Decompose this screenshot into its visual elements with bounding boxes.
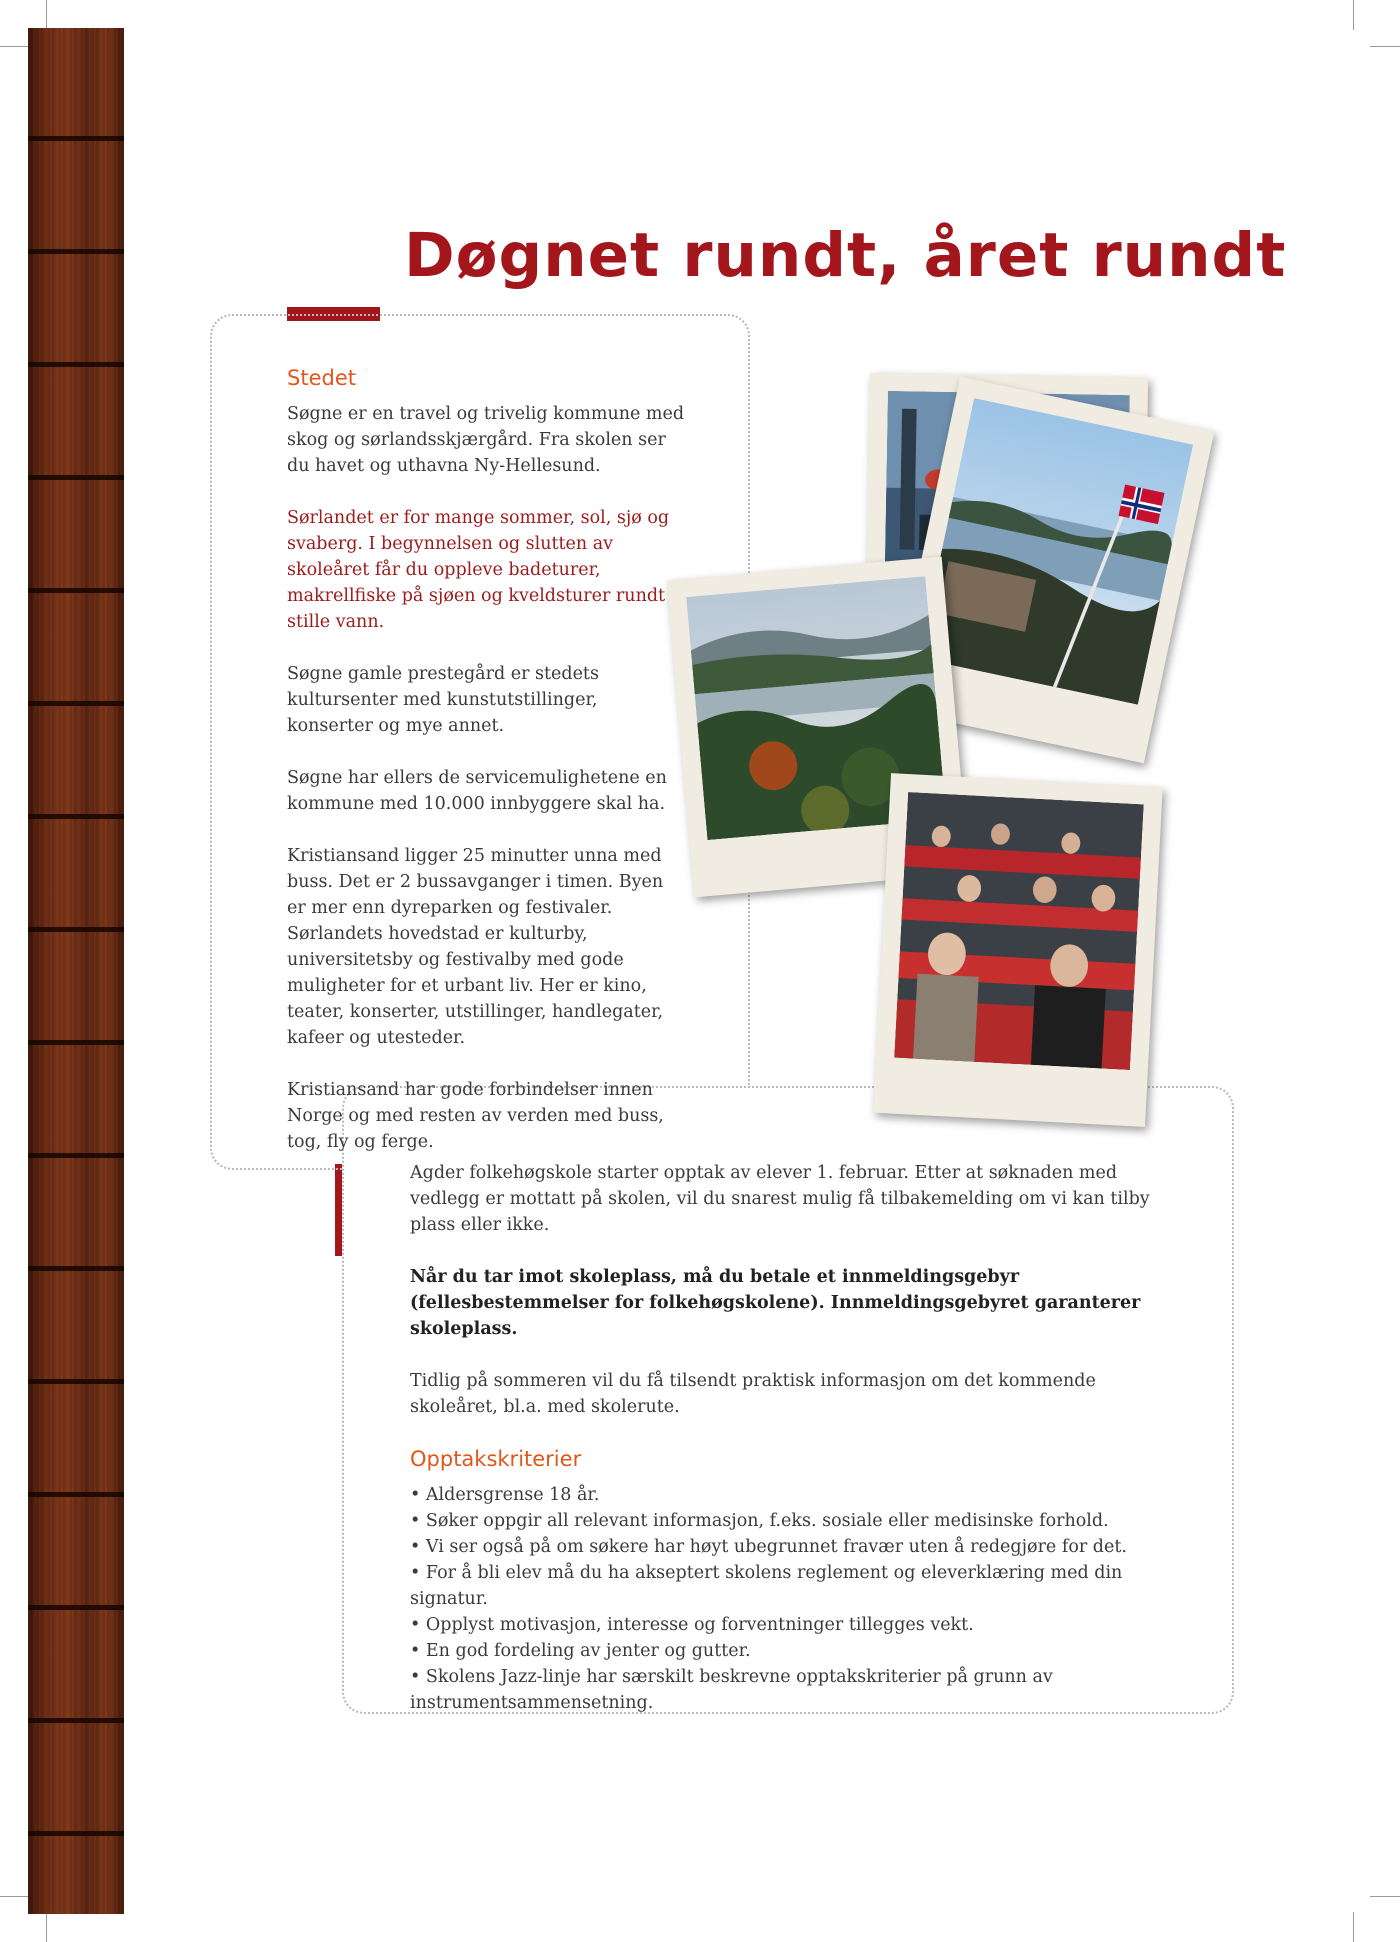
criteria-item: • Vi ser også på om søkere har høyt ubegrunnet fravær uten å redegjøre for det. (410, 1534, 1170, 1560)
stedet-paragraph: Søgne er en travel og trivelig kommune med skog og sørlandsskjærgård. Fra skolen ser du havet og uthavna Ny-Hellesund. (287, 404, 685, 476)
criteria-item: • En god fordeling av jenter og gutter. (410, 1638, 1170, 1664)
opptak-section (410, 1160, 1170, 1716)
crop-mark (0, 46, 30, 47)
crop-mark (1353, 1912, 1354, 1942)
opptak-heading: Opptakskriterier (410, 1447, 582, 1471)
stedet-paragraph: Søgne har ellers de servicemulighetene en kommune med 10.000 innbyggere skal ha. (287, 768, 667, 814)
crop-mark (0, 1896, 30, 1897)
stedet-paragraph: Søgne gamle prestegård er stedets kultursenter med kunstutstillinger, konserter og mye annet. (287, 664, 599, 736)
criteria-item: • Skolens Jazz-linje har særskilt beskrevne opptakskriterier på grunn av instrumentsammensetning. (410, 1664, 1170, 1716)
wood-strip (28, 28, 124, 1914)
criteria-list (410, 1482, 1170, 1716)
criteria-item: • Søker oppgir all relevant informasjon, f.eks. sosiale eller medisinske forhold. (410, 1508, 1170, 1534)
crop-mark (46, 1912, 47, 1942)
crop-mark (46, 0, 47, 30)
opptak-paragraph: Tidlig på sommeren vil du få tilsendt praktisk informasjon om det kommende skoleåret, bl.a. med skolerute. (410, 1371, 1096, 1417)
crop-mark (1370, 46, 1400, 47)
photo-students-auditorium (873, 773, 1162, 1127)
crop-mark (1370, 1896, 1400, 1897)
criteria-item: • Aldersgrense 18 år. (410, 1482, 1170, 1508)
criteria-item: • Opplyst motivasjon, interesse og forventninger tillegges vekt. (410, 1612, 1170, 1638)
page-title: Døgnet rundt, året rundt (404, 220, 1287, 291)
opptak-bold-paragraph: Når du tar imot skoleplass, må du betale et innmeldingsgebyr (fellesbestemmelser for folkehøgskolene). Innmeldingsgebyret garanterer skoleplass. (410, 1267, 1141, 1339)
stedet-paragraph: Kristiansand ligger 25 minutter unna med buss. Det er 2 bussavganger i timen. Byen er mer enn dyreparken og festivaler. Sørlandets hovedstad er kulturby, universitetsby og festivalby med gode muligheter for et urbant liv. Her er kino, teater, konserter, utstillinger, handlegater, kafeer og utesteder. (287, 846, 664, 1048)
crop-mark (1353, 0, 1354, 30)
criteria-item: • For å bli elev må du ha akseptert skolens reglement og eleverklæring med din signatur. (410, 1560, 1170, 1612)
stedet-highlight-paragraph: Sørlandet er for mange sommer, sol, sjø og svaberg. I begynnelsen og slutten av skoleåret får du oppleve badeturer, makrellfiske på sjøen og kveldsturer rundt stille vann. (287, 508, 670, 632)
stedet-paragraph: Kristiansand har gode forbindelser innen Norge og med resten av verden med buss, tog, fly og ferge. (287, 1080, 664, 1152)
stedet-section (287, 365, 687, 1181)
stedet-heading: Stedet (287, 366, 356, 390)
opptak-paragraph: Agder folkehøgskole starter opptak av elever 1. februar. Etter at søknaden med vedlegg er mottatt på skolen, vil du snarest mulig få tilbakemelding om vi kan tilby plass eller ikke. (410, 1163, 1150, 1235)
